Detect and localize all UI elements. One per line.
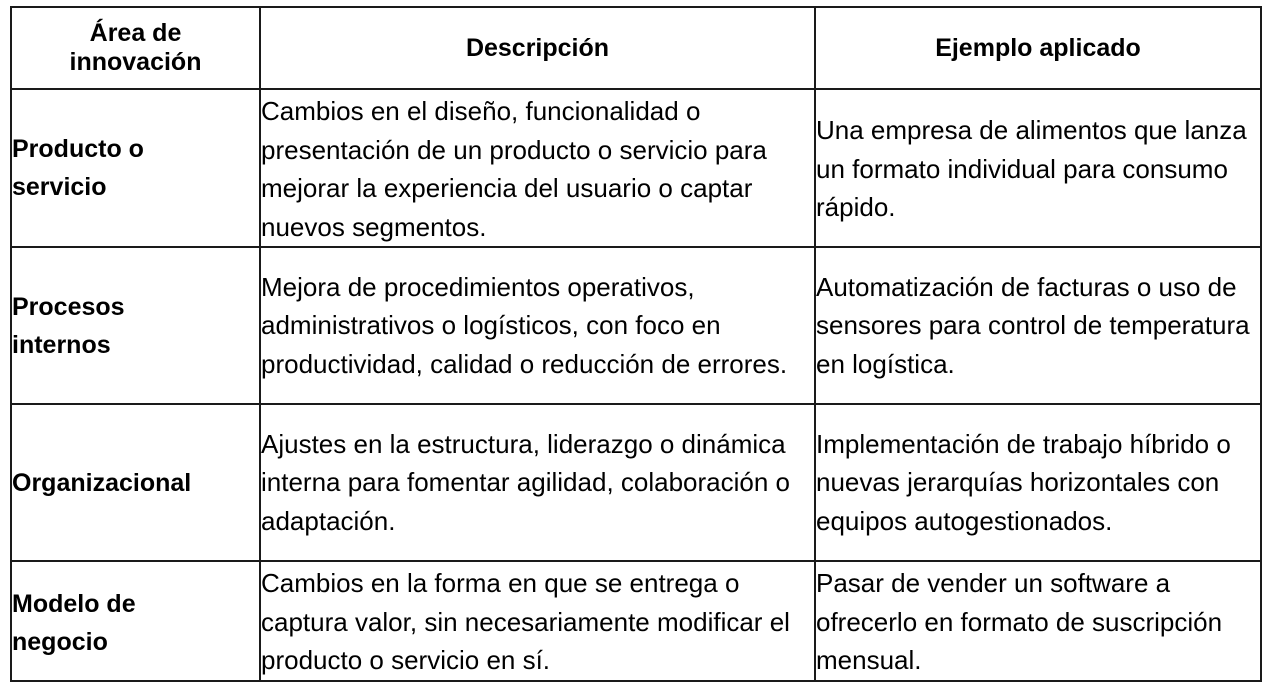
header-area: Área de innovación — [11, 7, 260, 89]
row-area-cell: Procesos internos — [11, 247, 260, 404]
row-description-cell: Mejora de procedimientos operativos, administrativos o logísticos, con foco en productividad, calidad o reducción de errores. — [260, 247, 815, 404]
row-example-cell: Pasar de vender un software a ofrecerlo en formato de suscripción mensual. — [815, 561, 1261, 681]
table-row — [11, 561, 1261, 681]
table-header-row — [11, 7, 1261, 89]
innovation-areas-table — [10, 6, 1262, 682]
header-example: Ejemplo aplicado — [815, 7, 1261, 89]
row-description-cell: Cambios en el diseño, funcionalidad o presentación de un producto o servicio para mejorar la experiencia del usuario o captar nuevos segmentos. — [260, 89, 815, 247]
row-description-cell: Cambios en la forma en que se entrega o captura valor, sin necesariamente modificar el producto o servicio en sí. — [260, 561, 815, 681]
table-row — [11, 247, 1261, 404]
row-description-cell: Ajustes en la estructura, liderazgo o dinámica interna para fomentar agilidad, colaboración o adaptación. — [260, 404, 815, 561]
table-row — [11, 404, 1261, 561]
table-row — [11, 89, 1261, 247]
row-area-cell: Modelo de negocio — [11, 561, 260, 681]
row-area-cell: Organizacional — [11, 404, 260, 561]
row-example-cell: Una empresa de alimentos que lanza un formato individual para consumo rápido. — [815, 89, 1261, 247]
row-example-cell: Automatización de facturas o uso de sensores para control de temperatura en logística. — [815, 247, 1261, 404]
row-example-cell: Implementación de trabajo híbrido o nuevas jerarquías horizontales con equipos autogestionados. — [815, 404, 1261, 561]
header-description: Descripción — [260, 7, 815, 89]
row-area-cell: Producto o servicio — [11, 89, 260, 247]
